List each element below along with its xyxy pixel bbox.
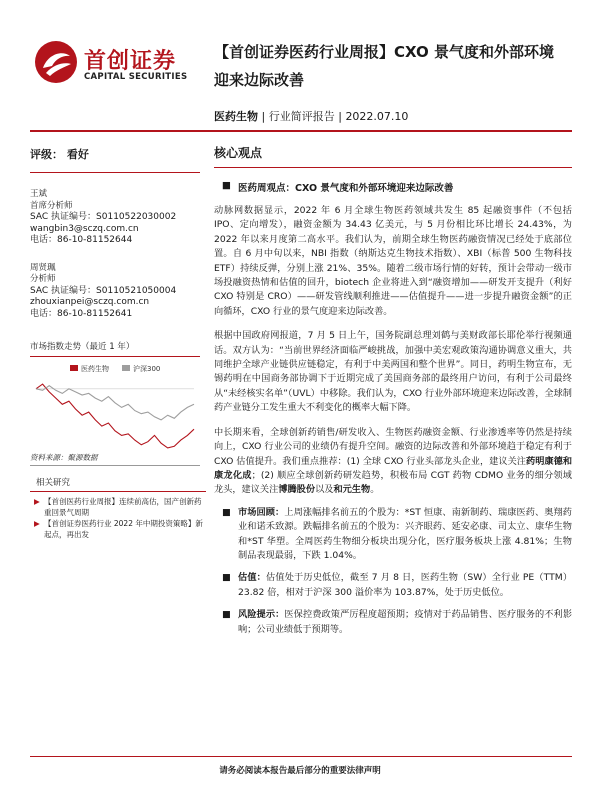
series-line-沪深300: [36, 386, 194, 420]
related-item-text[interactable]: 【首创证券医药行业 2022 年中期投资策略】新起点，再出发: [44, 519, 203, 539]
square-bullet-icon: ■: [222, 609, 231, 621]
square-bullet-icon: ■: [222, 506, 231, 518]
meta-separator: |: [261, 110, 266, 123]
recommended-stock-2: 博腾股份: [278, 484, 316, 496]
report-header: [0, 0, 600, 135]
logo-mark-icon: [34, 40, 78, 84]
rating-label: 评级：: [30, 148, 63, 161]
chart-title: 市场指数走势（最近 1 年）: [30, 342, 135, 352]
square-bullet-icon: ■: [222, 180, 231, 191]
legal-footer: 请务必阅读本报告最后部分的重要法律声明: [219, 766, 381, 776]
meta-sector: 医药生物: [214, 110, 258, 123]
analyst-role: 首席分析师: [30, 200, 73, 211]
analyst-role: 分析师: [30, 274, 56, 284]
risk-warning-text: 医保控费政策严厉程度超预期；疫情对于药品销售、医疗服务的不利影响；公司业绩低于预期等。: [238, 609, 573, 635]
legend-label: 沪深300: [133, 365, 161, 373]
related-bullet-icon: ▶: [34, 519, 40, 528]
meta-report-type: 行业简评报告: [268, 110, 335, 123]
meta-separator: |: [338, 110, 342, 123]
market-index-chart: [30, 340, 200, 470]
weekly-view-heading: [214, 180, 572, 194]
weekly-view-heading-text: 医药周观点：CXO 景气度和外部环境迎来边际改善: [238, 183, 454, 194]
recommendation-text: 中长期来看，全球创新药销售/研发收入、生物医药融资金额、行业渗透率等仍然是持续向上，CXO 行业公司的业绩仍有提升空间。融资的边际改善和外部环境趋于稳定有利于 CXO 估值提升。我们重点推荐：(1) 全球 CXO 行业头部龙头企业，建议关注: [214, 426, 572, 467]
market-review-label: 市场回顾：: [238, 506, 285, 518]
logo-name-en: CAPITAL SECURITIES: [84, 72, 188, 82]
chart-title-divider: [30, 356, 200, 357]
rating-value: 看好: [66, 148, 89, 161]
core-view-divider: [214, 167, 572, 168]
recommendation-text: 。: [370, 484, 380, 496]
related-research: [30, 476, 206, 541]
chart-source-divider: [30, 465, 200, 466]
recommendation-text: ；(2) 顺应全球创新药研发趋势，积极布局 CGT 药物 CDMO 业务的细分领域龙头，建议关注: [214, 469, 572, 496]
valuation: [214, 571, 572, 600]
legend-label: 医药生物: [81, 365, 109, 373]
related-title: 相关研究: [36, 478, 71, 488]
recommended-stocks-1: 药明康德和康龙化成: [214, 455, 573, 481]
report-title-line-1: 【首创证券医药行业周报】CXO 景气度和外部环境: [214, 43, 555, 61]
analyst-card: [30, 189, 200, 247]
analyst-sac: SAC 执证编号：S0110521050004: [30, 285, 177, 296]
recommended-stock-3: 和元生物: [333, 484, 371, 496]
main-content: [214, 140, 572, 637]
rating: [30, 146, 200, 162]
risk-warning-label: 风险提示：: [238, 609, 285, 621]
core-view-title: 核心观点: [214, 146, 263, 160]
report-title-line-2: 迎来边际改善: [214, 71, 305, 89]
report-title: [214, 38, 574, 94]
footer-divider: [30, 756, 572, 757]
analyst-phone: 电话：86-10-81152644: [30, 235, 133, 245]
risk-warning: [214, 608, 572, 637]
square-bullet-icon: ■: [222, 572, 231, 584]
paragraph-recommendation: [214, 426, 572, 498]
header-divider: [30, 130, 572, 132]
rating-divider: [30, 172, 200, 173]
recommendation-text: 以及: [315, 484, 334, 496]
related-item-text[interactable]: 【首创医药行业周报】连续前高估，国产创新药重回景气周期: [44, 497, 202, 517]
company-logo: [34, 40, 204, 90]
paragraph-financing: 动脉网数据显示，2022 年 6 月全球生物医药领域共发生 85 起融资事件（不包括 IPO、定向增发），融资金额为 34.43 亿美元，与 5 月份相比环比增长 24.43%，为 2022 年以来月度第二高水平。我们认为，前期全球生物医药融资情况已经处于底部位置。自 6 月中旬以来，NBI 指数（纳斯达克生物技术指数）、XBI（标普 500 生物科技 ETF）持续反弹，分别上涨 21%、35%。随着二级市场行情的好转，预计会带动一级市场投融资热情和估值的回升，biotech 企业将进入到“融资增加——研发开支提升（利好 CXO 特别是 CRO）——研发管线顺利推进——估值提升——进一步提升融资金额”的正向循环，CXO 行业的景气度迎来边际改善。: [214, 205, 572, 317]
related-bullet-icon: ▶: [34, 497, 40, 506]
analyst-sac: SAC 执证编号：S0110522030002: [30, 212, 177, 222]
related-divider: [30, 491, 206, 492]
related-item[interactable]: [30, 519, 206, 540]
analyst-phone: 电话：86-10-81152641: [30, 308, 133, 319]
market-review: [214, 506, 572, 564]
analyst-name: 王斌: [30, 189, 48, 199]
market-review-text: 上周涨幅排名前五的个股为：*ST 恒康、南新制药、瑞康医药、奥翔药业和诺禾致源。跌幅排名前五的个股为：兴齐眼药、延安必康、司太立、康华生物和*ST 华塑。全周医药生物细分板块出现分化，医疗服务板块上涨 4.81%；生物制品表现最弱，下跌 1.04%。: [238, 506, 572, 561]
chart-plot: [30, 359, 200, 457]
related-item[interactable]: [30, 497, 206, 518]
left-sidebar: [30, 140, 200, 320]
report-meta: [214, 108, 408, 124]
legend-swatch: [122, 365, 130, 371]
analyst-email[interactable]: zhouxianpei@sczq.com.cn: [30, 297, 150, 307]
analyst-name: 周贤珮: [30, 262, 56, 273]
meta-date: 2022.07.10: [345, 110, 409, 123]
analyst-card: [30, 263, 200, 321]
valuation-text: 估值处于历史低位，截至 7 月 8 日，医药生物（SW）全行业 PE（TTM）23.82 倍，相对于沪深 300 溢价率为 103.87%，处于历史低位。: [238, 572, 573, 598]
chart-source: 资料来源：聚源数据: [30, 453, 98, 462]
paragraph-external-env: 根据中国政府网报道，7 月 5 日上午，国务院副总理刘鹤与美财政部长耶伦举行视频通话。双方认为：“当前世界经济面临严峻挑战，加强中美宏观政策沟通协调意义重大，共同维护全球产业链供应链稳定，有利于中美两国和整个世界”。同日，药明生物宣布，无锡药明在中国商务部协调下于近期完成了美国商务部的最终用户访问，有利于公司最终从“未经核实名单”（UVL）中移除。我们认为，CXO 行业外部环境迎来边际改善，全球制药产业链分工发生重大不利变化的概率大幅下降。: [214, 330, 572, 414]
legend-swatch: [70, 365, 78, 371]
valuation-label: 估值：: [238, 572, 267, 584]
analyst-email[interactable]: wangbin3@sczq.com.cn: [30, 223, 139, 234]
logo-name-cn: 首创证券: [84, 49, 177, 74]
